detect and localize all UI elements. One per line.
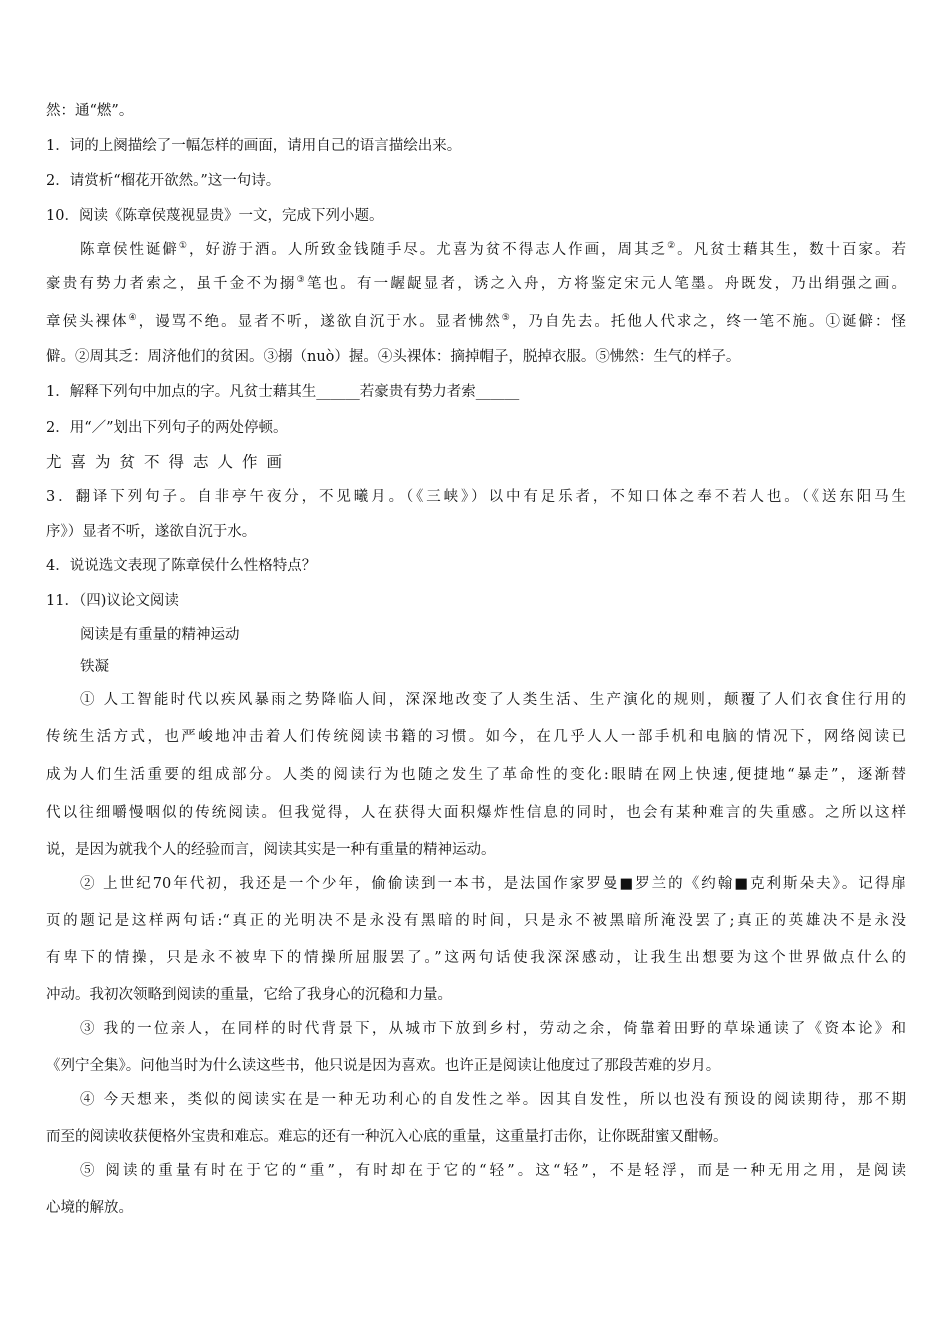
text-span: 陈章侯性诞僻 (80, 242, 179, 258)
article-line: 有卑下的情操，只是永不被卑下的情操所屈服罢了。”这两句话使我深深感动，让我生出想要为这个世界做点什么的 (46, 950, 906, 966)
article-line: 说，是因为就我个人的经验而言，阅读其实是一种有重量的精神运动。 (46, 842, 496, 858)
article-line: ⑤ 阅读的重量有时在于它的“重”，有时却在于它的“轻”。这“轻”，不是轻浮，而是一种无用之用，是阅读 (80, 1163, 906, 1179)
article-line: ① 人工智能时代以疾风暴雨之势降临人间，深深地改变了人类生活、生产演化的规则，颠覆了人们衣食住行用的 (80, 692, 906, 708)
question-line: 1．词的上阕描绘了一幅怎样的画面，请用自己的语言描绘出来。 (46, 138, 462, 154)
text-line: 然：通“燃”。 (46, 103, 134, 119)
question-line: 4．说说选文表现了陈章侯什么性格特点？ (46, 558, 317, 574)
article-line: 代以往细嚼慢咽似的传统阅读。但我觉得，人在获得大面积爆炸性信息的同时，也会有某种难言的失重感。之所以这样 (46, 805, 906, 821)
article-line: 心境的解放。 (46, 1200, 133, 1216)
question-line: 2．用“／”划出下列句子的两处停顿。 (46, 420, 288, 436)
article-line: 《列宁全集》。问他当时为什么读这些书，他只说是因为喜欢。也许正是阅读让他度过了那段苦难的岁月。 (46, 1058, 721, 1074)
question-line: 3．翻译下列句子。自非亭午夜分，不见曦月。（《三峡》）以中有足乐者，不知口体之奉不若人也。（《送东阳马生 (46, 489, 906, 505)
footnote-marker: ① (178, 241, 189, 252)
passage-line: 僻。②周其乏：周济他们的贫困。③搦（nuò）握。④头裸体：摘掉帽子，脱掉衣服。⑤怫然：生气的样子。 (46, 349, 741, 365)
article-title: 阅读是有重量的精神运动 (80, 627, 240, 643)
text-span: ，乃自先去。托他人代求之，终一笔不施。①诞僻：怪 (511, 314, 907, 330)
footnote-marker: ④ (128, 313, 139, 324)
article-line: 冲动。我初次领略到阅读的重量，它给了我身心的沉稳和力量。 (46, 987, 452, 1003)
question-sentence: 尤喜为贫不得志人作画 (46, 453, 292, 471)
text-span: ，好游于酒。人所致金钱随手尽。尤喜为贫不得志人作画，周其乏 (188, 242, 668, 258)
section-heading: 10．阅读《陈章侯蔑视显贵》一文，完成下列小题。 (46, 208, 384, 224)
article-line: ② 上世纪70年代初，我还是一个少年，偷偷读到一本书，是法国作家罗曼■罗兰的《约翰■克利斯朵夫》。记得扉 (80, 876, 906, 892)
footnote-marker: ③ (296, 275, 307, 286)
article-line: ③ 我的一位亲人，在同样的时代背景下，从城市下放到乡村，劳动之余，倚靠着田野的草垛通读了《资本论》和 (80, 1021, 906, 1037)
question-line: 序》）显者不听，遂欲自沉于水。 (46, 524, 257, 540)
text-span: 。凡贫士藉其生，数十百家。若 (677, 242, 907, 258)
footnote-marker: ② (667, 241, 678, 252)
article-line: 传统生活方式，也严峻地冲击着人们传统阅读书籍的习惯。如今，在几乎人人一部手机和电脑的情况下，网络阅读已 (46, 729, 906, 745)
question-line: 2．请赏析“榴花开欲然。”这一句诗。 (46, 173, 281, 189)
article-line: 成为人们生活重要的组成部分。人类的阅读行为也随之发生了革命性的变化:眼睛在网上快速,便捷地“暴走”，逐渐替 (46, 767, 906, 783)
footnote-marker: ⑤ (501, 313, 512, 324)
article-line: 而至的阅读收获便格外宝贵和难忘。难忘的还有一种沉入心底的重量，这重量打击你，让你既甜蜜又酣畅。 (46, 1129, 728, 1145)
article-author: 铁凝 (80, 659, 109, 675)
text-span: 章侯头裸体 (46, 314, 129, 330)
text-span: 豪贵有势力者索之，虽千金不为搦 (46, 276, 297, 292)
article-line: ④ 今天想来，类似的阅读实在是一种无功利心的自发性之举。因其自发性，所以也没有预设的阅读期待，那不期 (80, 1092, 906, 1108)
text-span: 笔也。有一龌龊显者，诱之入舟，方将鉴定宋元人笔墨。舟既发，乃出绢强之画。 (306, 276, 907, 292)
passage-line (46, 274, 906, 294)
passage-line (80, 240, 906, 260)
article-line: 页的题记是这样两句话:“真正的光明决不是永没有黑暗的时间，只是永不被黑暗所淹没罢了;真正的英雄决不是永没 (46, 913, 906, 929)
question-line: 1．解释下列句中加点的字。凡贫士藉其生______若豪贵有势力者索______ (46, 384, 520, 400)
text-span: ，谩骂不绝。显者不听，遂欲自沉于水。显者怫然 (138, 314, 502, 330)
passage-line (46, 312, 906, 332)
section-heading: 11．（四)议论文阅读 (46, 593, 179, 609)
